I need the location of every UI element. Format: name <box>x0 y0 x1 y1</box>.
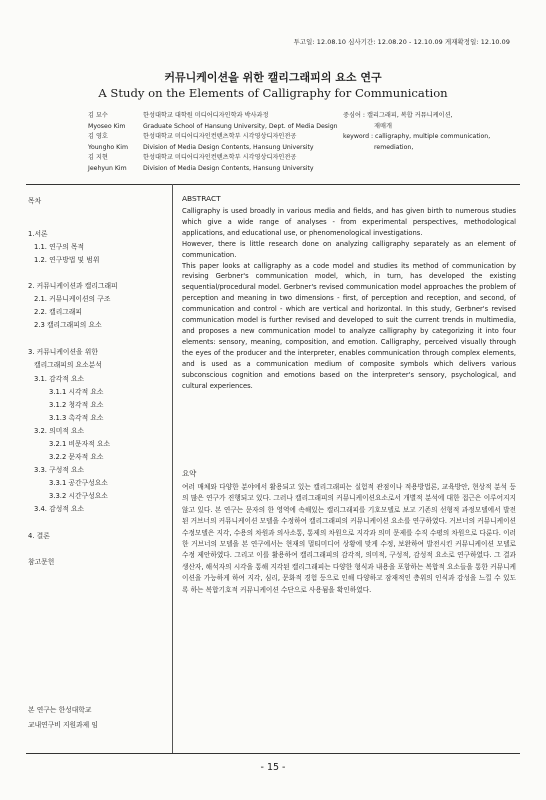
funding-note <box>28 703 98 732</box>
author-name: Jeehyun Kim <box>88 164 127 172</box>
abstract-paragraph: This paper looks at calligraphy as a code model and studies its method of communication by revising Gerbner's communication model, which, in turn, has developed the existing sequential/procedural model. Gerbner's revised communication model approaches the problem of perception and meaning in two dimensions - first, of perception and reception, and second, of communication and control - which are vertical and horizontal. In this study, Gerbner's revised communication model is further revised and developed to suit the current trends in multimedia, and proposes a new communication model to analyze calligraphy by categorizing it into four elements: sensory, meaning, composition, and emotion. Calligraphy, perceived visually through the eyes of the producer and the interpreter, enables communication through complex elements, and is used as a communication medium of composite symbols which delivers various subconscious cognition and emotions based on the interpreter's sensory, psychological, and cultural experiences. <box>182 261 516 390</box>
author-name: 김 지현 <box>88 154 108 162</box>
abstract-paragraph: However, there is little research done on analyzing calligraphy separately as an element of communication. <box>182 239 516 259</box>
abstract-paragraph: Calligraphy is used broadly in various media and fields, and has given birth to numerous studies which give a wide range of analyses - from experimental perspectives, methodological applications, and educational use, or phenomenological investigations. <box>182 207 516 237</box>
summary-section <box>182 468 516 596</box>
author-row <box>88 143 348 154</box>
toc-item: 4. 결론 <box>28 532 50 540</box>
toc-item: 3.2.1 비문자적 요소 <box>49 440 111 448</box>
toc-item: 2.3 캘리그래피의 요소 <box>34 321 102 329</box>
author-affiliation: 한성대학교 미디어디자인컨텐츠학부 시각영상디자인전공 <box>143 133 297 141</box>
author-list <box>88 111 348 175</box>
author-row <box>88 122 348 133</box>
summary-heading: 요약 <box>182 469 197 478</box>
keywords-english-continued: remediation, <box>374 143 414 151</box>
page-number: - 15 - <box>260 762 286 773</box>
author-row <box>88 164 348 175</box>
author-name: Youngho Kim <box>88 143 128 151</box>
funding-note-line: 본 연구는 한성대학교 <box>28 706 92 714</box>
toc-item: 참고문헌 <box>28 558 55 566</box>
toc-item: 2. 커뮤니케이션과 캘리그래피 <box>28 282 118 290</box>
author-row <box>88 132 348 143</box>
toc-heading: 목차 <box>28 197 42 205</box>
submission-dates: 투고일: 12.08.10 심사기간: 12.08.20 - 12.10.09 게재확정일: 12.10.09 <box>293 38 510 46</box>
toc-item: 3.4. 감성적 요소 <box>34 505 85 513</box>
bottom-divider <box>26 753 520 754</box>
toc-item: 3.3.1 공간구성요소 <box>49 479 108 487</box>
author-affiliation: Division of Media Design Contents, Hansung University <box>143 143 314 151</box>
toc-item: 1.1. 연구의 목적 <box>34 243 85 251</box>
author-affiliation: 한성대학교 미디어디자인컨텐츠학부 시각영상디자인전공 <box>143 154 297 162</box>
summary-paragraph: 여러 매체와 다양한 분야에서 활용되고 있는 캘리그래피는 실험적 관점이나 적용방법론, 교육방안, 현상적 분석 등의 많은 연구가 진행되고 있다. 그러나 캘리그래피의 커뮤니케이션요소로서 개별적 분석에 대한 접근은 이루어지지 않고 있다. 본 연구는 문자의 한 영역에 속해있는 캘리그래피를 기호모델로 보고 기존의 선형적 과정모델에서 발전된 거브너의 커뮤니케이션 모델을 수정하여 캘리그래피의 커뮤니케이션 요소를 연구하였다. 거브너의 커뮤니케이션 수정모델은 지각, 수용의 차원과 의사소통, 통제의 차원으로 지각과 의미 문제를 수직 수평의 차원으로 다룬다. 이러한 거브너의 모델을 본 연구에서는 현재의 멀티미디어 상황에 맞게 수정, 보완하여 발전시킨 커뮤니케이션 모델로 수정 제안하였다. 그리고 이를 활용하여 캘리그래피의 감각적, 의미적, 구성적, 감성적 요소로 연구하였다. 그 결과 생산자, 해석자의 시각을 통해 지각된 캘리그래피는 다양한 형식과 내용을 포함하는 복합적 요소들을 통한 커뮤니케이션을 가능하게 하여 지각, 심리, 문화적 경험 등으로 인해 다양하고 잠재적인 층위의 인식과 감성을 느낄 수 있도록 하는 복합기호적 커뮤니케이션 수단으로 사용됨을 확인하였다. <box>182 483 516 594</box>
author-row <box>88 111 348 122</box>
keywords-korean: 중심어 : 캘리그래피, 복합 커뮤니케이션, <box>343 112 453 119</box>
author-affiliation: 한성대학교 대학원 미디어디자인학과 박사과정 <box>143 112 269 119</box>
title-korean: 커뮤니케이션을 위한 캘리그래피의 요소 연구 <box>164 71 382 84</box>
toc-item: 2.1. 커뮤니케이션의 구조 <box>34 295 111 303</box>
toc-item: 3.1.3 촉각적 요소 <box>49 414 104 422</box>
abstract-heading: ABSTRACT <box>182 194 221 203</box>
toc-item: 1.2. 연구방법 및 범위 <box>34 256 100 264</box>
toc-item: 캘리그래피의 요소분석 <box>34 361 102 369</box>
author-name: 김 영호 <box>88 133 108 141</box>
toc-item: 3.1. 감각적 요소 <box>34 375 85 383</box>
abstract-section <box>182 194 516 391</box>
toc-item: 3. 커뮤니케이션을 위한 <box>28 348 98 356</box>
toc-item: 3.2.2 문자적 요소 <box>49 453 104 461</box>
toc-item: 3.2. 의미적 요소 <box>34 427 85 435</box>
top-divider <box>26 184 520 185</box>
author-affiliation: Graduate School of Hansung University, Dept. of Media Design <box>143 122 338 130</box>
toc-item: 3.3. 구성적 요소 <box>34 466 85 474</box>
toc-item: 2.2. 캘리그래피 <box>34 308 82 316</box>
author-name: Myoseo Kim <box>88 122 126 130</box>
author-name: 김 묘수 <box>88 112 108 119</box>
toc-item: 3.1.2 청각적 요소 <box>49 401 104 409</box>
toc-item: 1.서론 <box>28 230 48 238</box>
toc-item: 3.3.2 시간구성요소 <box>49 492 108 500</box>
funding-note-line: 교내연구비 지원과제 임 <box>28 720 98 729</box>
keywords-english: keyword : calligraphy, multiple communication, <box>343 133 491 141</box>
keywords-block <box>343 111 518 153</box>
author-row <box>88 153 348 164</box>
column-divider <box>172 184 173 753</box>
author-affiliation: Division of Media Design Contents, Hansung University <box>143 164 314 172</box>
keywords-korean-continued: 재매개 <box>374 122 392 130</box>
toc-item: 3.1.1 시각적 요소 <box>49 388 104 396</box>
title-english: A Study on the Elements of Calligraphy for Communication <box>98 86 448 100</box>
